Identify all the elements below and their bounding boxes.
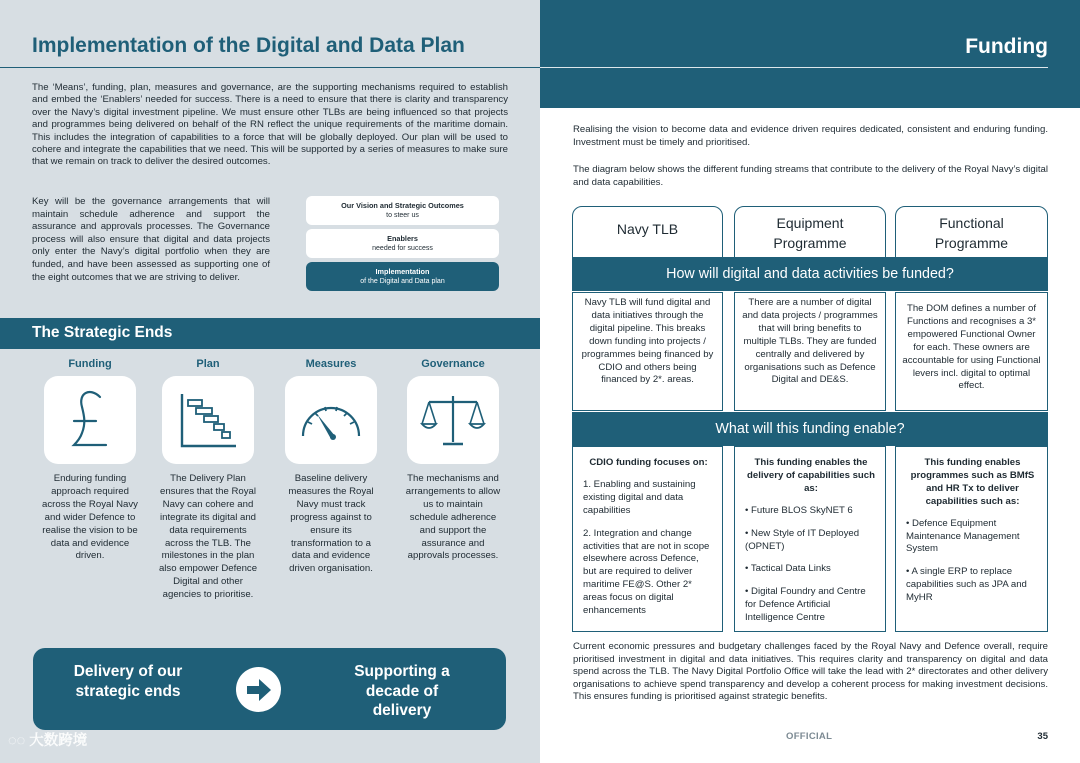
enable-item: • Defence Equipment Maintenance Management System xyxy=(906,517,1020,555)
watermark-logo-icon: ◌◌ xyxy=(8,733,30,749)
funded-equipment-programme: There are a number of digital and data projects / programmes that will bring benefits to multiple TLBs. They are funded centrally and delivered by organisations such as Defence Digital and DE&S. xyxy=(734,292,886,411)
classification-label: OFFICIAL xyxy=(786,731,833,742)
column-text: The mechanisms and arrangements to allow us to maintain schedule adherence and support the assurance and approvals processes. xyxy=(405,473,501,562)
column-heading: Funding xyxy=(68,358,112,370)
pill-sub: needed for success xyxy=(372,245,433,252)
column-funding xyxy=(40,358,140,563)
enable-question-band: What will this funding enable? xyxy=(572,412,1048,446)
column-heading: Plan xyxy=(196,358,220,370)
column-text: Baseline delivery measures the Royal Navy must track progress against to ensure its transformation to a data and evidence driven organisation. xyxy=(288,473,374,575)
enable-item: • Digital Foundry and Centre for Defence Artificial Intelligence Centre xyxy=(745,586,866,624)
diagram-intro-paragraph: The diagram below shows the different funding streams that contribute to the delivery of the Royal Navy’s digital and data capabilities. xyxy=(573,164,1048,188)
delivery-banner xyxy=(33,648,506,730)
title-divider xyxy=(540,67,1048,68)
pill-implementation xyxy=(306,262,499,291)
column-text: Enduring funding approach required across the Royal Navy and wider Defence to realise the vision to be data and evidence driven. xyxy=(42,473,138,562)
header-label: Equipment Programme xyxy=(773,215,847,251)
funding-intro-paragraph: Realising the vision to become data and evidence driven requires dedicated, consistent and enduring funding. Investment must be timely and prioritised. xyxy=(573,124,1048,148)
enable-equipment-programme xyxy=(734,446,886,632)
pill-sub: to steer us xyxy=(386,212,419,219)
scales-icon xyxy=(407,376,499,464)
pound-sign-icon xyxy=(44,376,136,464)
intro-paragraph: The ‘Means’, funding, plan, measures and governance, are the supporting mechanisms required to establish and embed the ‘Enablers’ needed for success. There is a need to ensure that there is clarity and transparency over the Navy’s digital investment pipeline. We must ensure other TLBs are being influenced so that projects and programmes being delivered on behalf of the RN reflect the unique requirements of the maritime domain. This includes the integration of capabilities to a force that will be globally deployed. Our plan will be used to cohere and integrate the capabilities that we need. This will be supported by a series of measures to make sure that we remain on track to deliver the desired outcomes. xyxy=(32,82,508,168)
title-divider xyxy=(0,67,540,68)
header-label: Functional Programme xyxy=(934,215,1009,251)
pill-title: Our Vision and Strategic Outcomes xyxy=(341,201,464,210)
gantt-chart-icon xyxy=(162,376,254,464)
page-title: Implementation of the Digital and Data Plan xyxy=(32,34,465,57)
funded-functional-programme: The DOM defines a number of Functions and recognises a 3* empowered Functional Owner for each. These owners are accountable for using Functional levers incl. digital to optimal effect. xyxy=(895,292,1048,411)
column-plan xyxy=(158,358,258,602)
enable-item: 1. Enabling and sustaining existing digital and data capabilities xyxy=(583,478,696,516)
enable-navy-tlb xyxy=(572,446,723,632)
column-text: The Delivery Plan ensures that the Royal Navy can cohere and integrate its digital and data requirements across the TLB. The milestones in the plan also empower Defence Digital and other agencies to prioritise. xyxy=(158,473,258,601)
gauge-icon xyxy=(285,376,377,464)
arrow-right-icon xyxy=(236,667,281,712)
enable-item: • A single ERP to replace capabilities such as JPA and MyHR xyxy=(906,566,1027,604)
funded-question-band: How will digital and data activities be funded? xyxy=(572,257,1048,291)
banner-right-text: Supporting a decade of delivery xyxy=(354,663,450,719)
pill-title: Implementation xyxy=(375,267,430,276)
enable-heading: CDIO funding focuses on: xyxy=(589,457,708,468)
enable-item: • Tactical Data Links xyxy=(745,563,831,575)
pill-vision xyxy=(306,196,499,225)
column-measures xyxy=(281,358,381,576)
banner-left-text: Delivery of our strategic ends xyxy=(73,663,183,700)
closing-paragraph: Current economic pressures and budgetary challenges faced by the Royal Navy and Defence overall, require prioritised investment in digital and data initiatives. This requires clarity and transparency on digital and data spend across the TLB. The Navy Digital Portfolio Office will take the lead with 2* directorates and other delivery organisations to achieve spend transparency and develop a coherent process for making investment decisions. This ensures funding is prioritised against strategic benefits. xyxy=(573,641,1048,703)
right-page xyxy=(540,0,1080,763)
column-governance xyxy=(403,358,503,563)
funded-navy-tlb: Navy TLB will fund digital and data initiatives through the digital pipeline. This breaks down funding into projects / programmes being financed by CDIO and others being financed by 2*. areas. xyxy=(572,292,723,411)
pill-title: Enablers xyxy=(387,234,418,243)
enable-heading: This funding enables programmes such as BMfS and HR Tx to deliver capabilities such as: xyxy=(910,457,1035,507)
enable-functional-programme xyxy=(895,446,1048,632)
page-title: Funding xyxy=(965,35,1048,58)
governance-paragraph: Key will be the governance arrangements that will maintain schedule adherence and support the assurance and approvals processes. The Governance process will also ensure that digital and data projects only enter the Navy’s digital portfolio when they are funded, and have been assessed as supporting one of the eight outcomes that we are striving to deliver. xyxy=(32,196,270,283)
column-heading: Measures xyxy=(305,358,357,370)
column-heading: Governance xyxy=(421,358,485,370)
strategic-ends-title: The Strategic Ends xyxy=(32,324,173,341)
enable-item: 2. Integration and change activities that are not in scope elsewhere across Defence, but are required to deliver maritime FE@S. Other 2* areas focus on digital enhancements xyxy=(583,527,710,617)
pill-sub: of the Digital and Data plan xyxy=(360,278,445,285)
page-number: 35 xyxy=(1037,731,1048,742)
watermark xyxy=(8,729,87,750)
pill-enablers xyxy=(306,229,499,258)
watermark-text: 大数跨境 xyxy=(29,733,88,749)
enable-heading: This funding enables the delivery of capabilities such as: xyxy=(747,457,875,494)
enable-item: • New Style of IT Deployed (OPNET) xyxy=(745,527,860,552)
header-label: Navy TLB xyxy=(616,221,679,237)
enable-item: • Future BLOS SkyNET 6 xyxy=(745,504,853,516)
